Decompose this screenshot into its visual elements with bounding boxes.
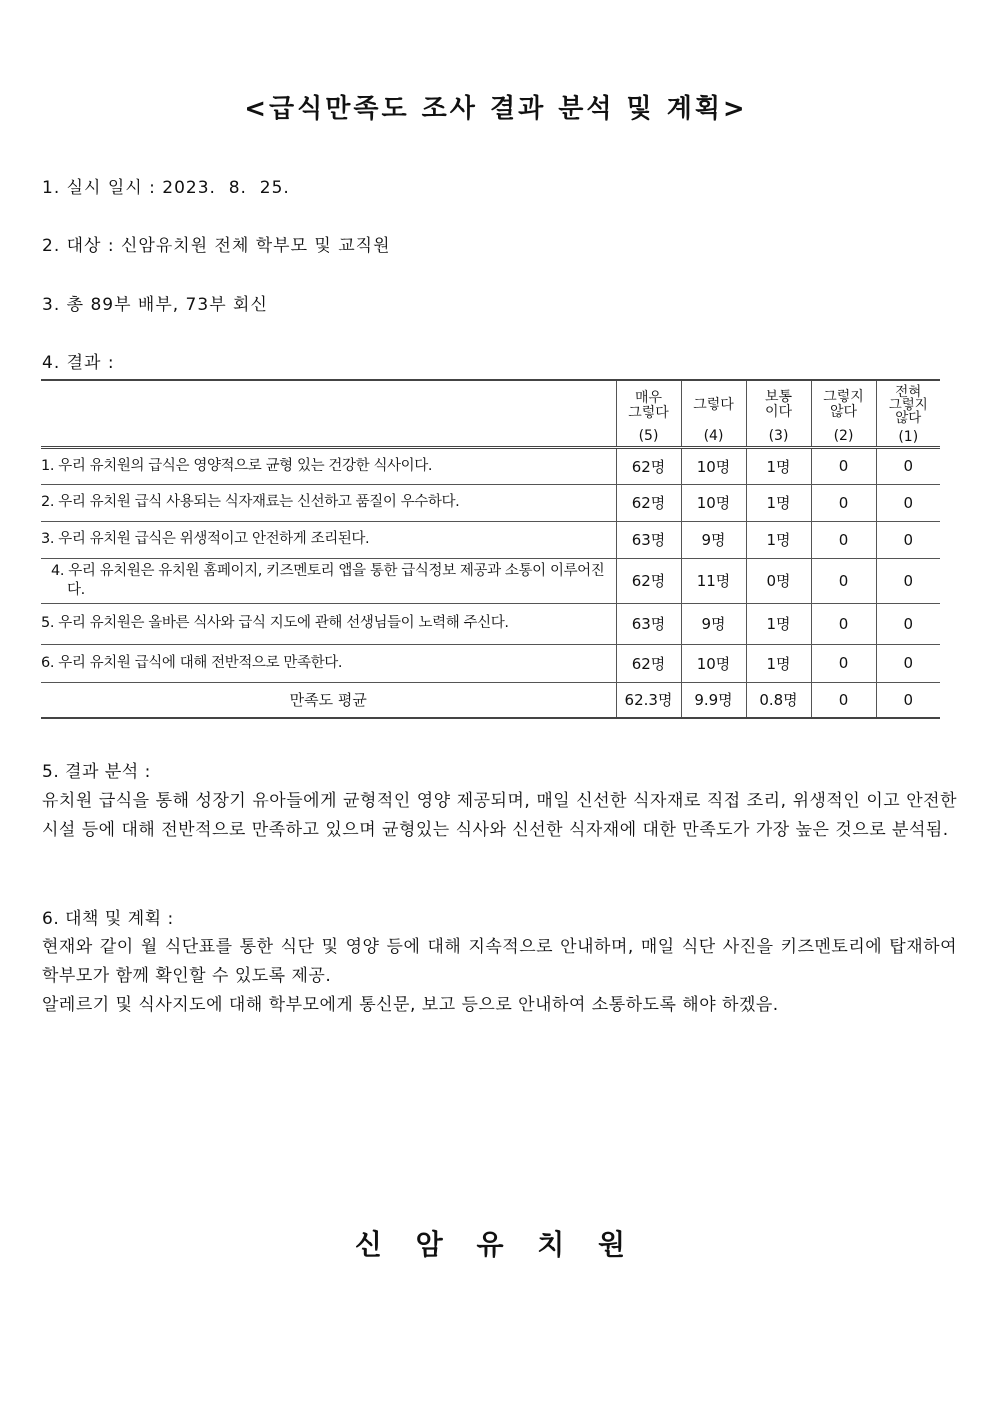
table-row: [41, 521, 940, 558]
value-cell: 0: [811, 447, 876, 484]
header-col-score: (4): [703, 427, 724, 444]
value-cell: 0: [876, 644, 940, 682]
header-col-score: (2): [833, 427, 854, 444]
analysis-heading: 5. 결과 분석 :: [42, 762, 151, 782]
survey-date: 1. 실시 일시 : 2023. 8. 25.: [42, 178, 290, 198]
average-value: 62.3명: [616, 682, 681, 718]
value-cell: 0: [811, 603, 876, 644]
table-header-row: [41, 380, 940, 447]
average-label: 만족도 평균: [41, 682, 616, 718]
plan-heading: 6. 대책 및 계획 :: [42, 909, 174, 929]
header-col-label: 보통 이다: [764, 389, 793, 421]
value-cell: 1명: [746, 603, 811, 644]
average-row: [41, 682, 940, 718]
value-cell: 0: [876, 603, 940, 644]
value-cell: 62명: [616, 484, 681, 521]
analysis-body: 유치원 급식을 통해 성장기 유아들에게 균형적인 영양 제공되며, 매일 신선한 식자재로 직접 조리, 위생적인 이고 안전한 시설 등에 대해 전반적으로 만족하고 있으며 균형있는 식사와 신선한 식자재에 대한 만족도가 가장 높은 것으로 분석됨.: [42, 791, 957, 840]
average-value: 0: [811, 682, 876, 718]
value-cell: 9명: [681, 521, 746, 558]
value-cell: 10명: [681, 644, 746, 682]
value-cell: 0: [876, 521, 940, 558]
value-cell: 1명: [746, 447, 811, 484]
header-col-score: (3): [768, 427, 789, 444]
value-cell: 9명: [681, 603, 746, 644]
value-cell: 0: [811, 644, 876, 682]
survey-count: 3. 총 89부 배부, 73부 회신: [42, 295, 268, 315]
value-cell: 63명: [616, 603, 681, 644]
value-cell: 0명: [746, 558, 811, 603]
question-cell: 2. 우리 유치원 급식 사용되는 식자재료는 신선하고 품질이 우수하다.: [41, 484, 616, 521]
header-col-1: [876, 380, 940, 447]
value-cell: 11명: [681, 558, 746, 603]
question-cell: 3. 우리 유치원 급식은 위생적이고 안전하게 조리된다.: [41, 521, 616, 558]
header-col-label: 그렇다: [693, 396, 734, 413]
value-cell: 62명: [616, 447, 681, 484]
average-value: 0: [876, 682, 940, 718]
value-cell: 63명: [616, 521, 681, 558]
plan-body-paragraph-1: 현재와 같이 월 식단표를 통한 식단 및 영양 등에 대해 지속적으로 안내하며, 매일 식단 사진을 키즈멘토리에 탑재하여 학부모가 함께 확인할 수 있도록 제공.: [42, 937, 957, 986]
header-col-5: [616, 380, 681, 447]
header-col-label: 전혀 그렇지 않다: [888, 383, 928, 426]
header-col-label: 그렇지 않다: [823, 389, 864, 421]
value-cell: 0: [876, 558, 940, 603]
result-label: 4. 결과 :: [42, 353, 115, 373]
header-col-score: (1): [898, 428, 919, 445]
table-row: [41, 447, 940, 484]
question-cell: 5. 우리 유치원은 올바른 식사와 급식 지도에 관해 선생님들이 노력해 주신다.: [41, 603, 616, 644]
header-col-2: [811, 380, 876, 447]
question-cell: 1. 우리 유치원의 급식은 영양적으로 균형 있는 건강한 식사이다.: [41, 447, 616, 484]
header-blank-cell: [41, 380, 616, 447]
average-value: 9.9명: [681, 682, 746, 718]
table-row: [41, 644, 940, 682]
document-title: <급식만족도 조사 결과 분석 및 계획>: [244, 94, 748, 124]
value-cell: 10명: [681, 484, 746, 521]
table-row: [41, 603, 940, 644]
survey-target: 2. 대상 : 신암유치원 전체 학부모 및 교직원: [42, 236, 391, 256]
value-cell: 10명: [681, 447, 746, 484]
value-cell: 1명: [746, 484, 811, 521]
header-col-score: (5): [638, 427, 659, 444]
value-cell: 0: [876, 484, 940, 521]
value-cell: 62명: [616, 558, 681, 603]
signature: 신 암 유 치 원: [354, 1228, 638, 1261]
table-row: [41, 558, 940, 603]
result-table: [41, 379, 940, 719]
plan-body: [42, 933, 957, 1020]
value-cell: 1명: [746, 521, 811, 558]
header-col-3: [746, 380, 811, 447]
header-col-4: [681, 380, 746, 447]
value-cell: 0: [811, 558, 876, 603]
value-cell: 1명: [746, 644, 811, 682]
average-value: 0.8명: [746, 682, 811, 718]
question-cell: 4. 우리 유치원은 유치원 홈페이지, 키즈멘토리 앱을 통한 급식정보 제공과 소통이 이루어진다.: [41, 558, 616, 603]
value-cell: 0: [811, 521, 876, 558]
value-cell: 0: [876, 447, 940, 484]
value-cell: 0: [811, 484, 876, 521]
table-row: [41, 484, 940, 521]
question-cell: 6. 우리 유치원 급식에 대해 전반적으로 만족한다.: [41, 644, 616, 682]
header-col-label: 매우 그렇다: [628, 390, 669, 422]
plan-body-paragraph-2: 알레르기 및 식사지도에 대해 학부모에게 통신문, 보고 등으로 안내하여 소통하도록 해야 하겠음.: [42, 995, 779, 1015]
value-cell: 62명: [616, 644, 681, 682]
